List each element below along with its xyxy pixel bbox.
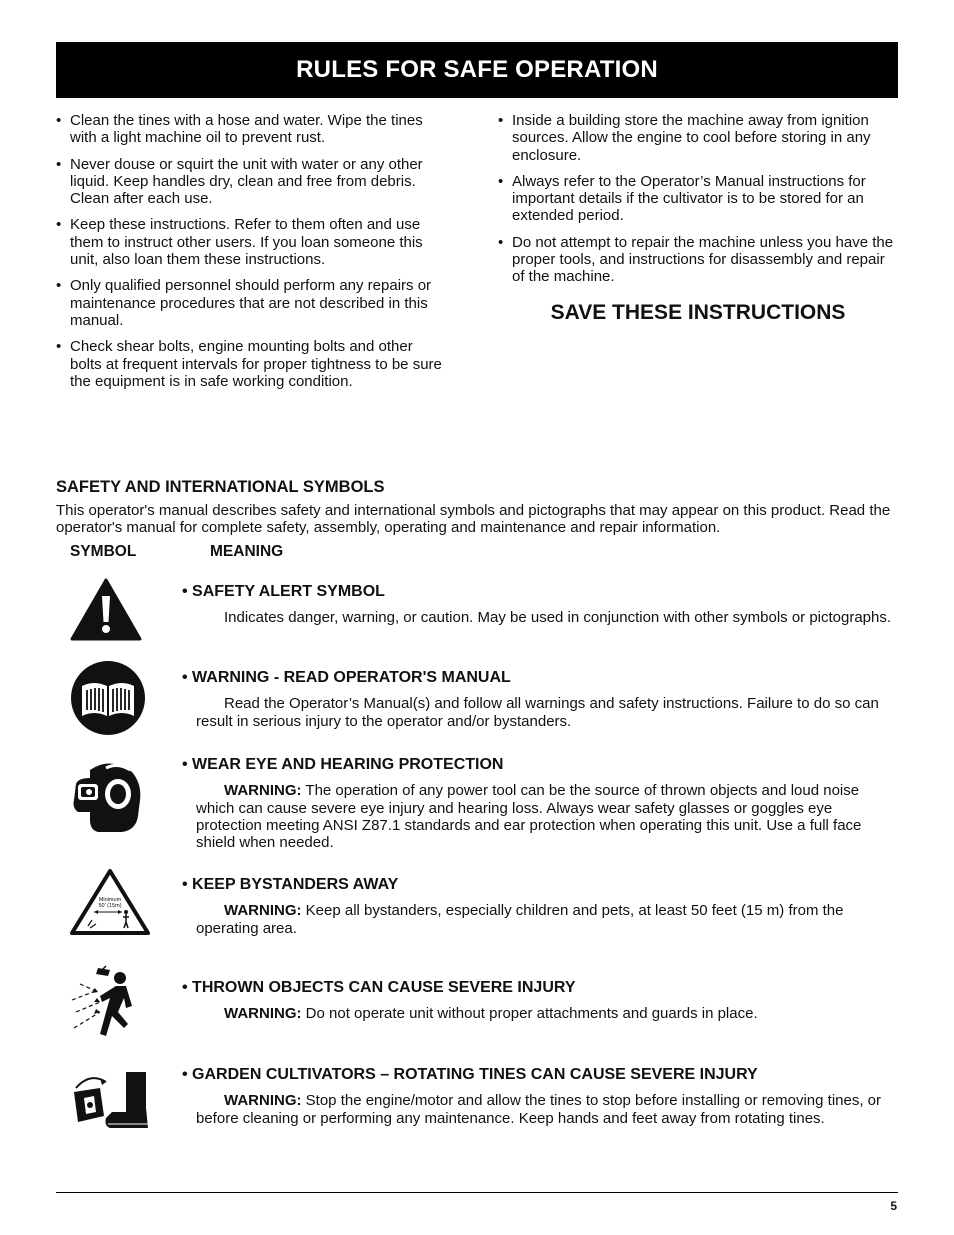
symbol-description-text: Keep all bystanders, especially children and pets, at least 50 feet (15 m) from the operating area. <box>196 902 844 937</box>
symbol-entry <box>182 756 898 851</box>
warning-label: WARNING: <box>224 1005 302 1023</box>
symbols-section-title: SAFETY AND INTERNATIONAL SYMBOLS <box>56 478 385 496</box>
meaning-column-header: MEANING <box>210 543 284 560</box>
left-column <box>56 112 448 399</box>
symbol-description <box>196 902 898 937</box>
symbol-title: • WEAR EYE AND HEARING PROTECTION <box>182 756 504 773</box>
keep-bystanders-away-icon <box>70 868 150 936</box>
symbol-description <box>196 1005 898 1022</box>
symbol-description-text: Read the Operator’s Manual(s) and follow all warnings and safety instructions. Failure to do so can result in serious injury to the operator and/or bystanders. <box>196 695 879 730</box>
symbol-entry <box>182 979 898 1023</box>
list-item: • Inside a building store the machine away from ignition sources. Allow the engine to cool before storing in any enclosure. <box>498 112 898 164</box>
bystander-icon-text-1: Minimum <box>98 897 122 903</box>
list-item: • Clean the tines with a hose and water. Wipe the tines with a light machine oil to prevent rust. <box>56 112 448 147</box>
symbol-description-text: Do not operate unit without proper attachments and guards in place. <box>305 1005 758 1023</box>
symbol-entry <box>182 1066 898 1127</box>
eye-hearing-protection-icon <box>70 760 150 832</box>
bullet-list <box>498 112 898 286</box>
symbol-title: • THROWN OBJECTS CAN CAUSE SEVERE INJURY <box>182 979 576 996</box>
symbol-title: • GARDEN CULTIVATORS – ROTATING TINES CAN CAUSE SEVERE INJURY <box>182 1066 758 1083</box>
bullet-list <box>56 112 448 390</box>
rotating-tines-icon <box>70 1068 150 1136</box>
symbols-section-intro: This operator's manual describes safety and international symbols and pictographs that may appear on this product. Read the operator's manual for complete safety, assembly, operating and maintenance and repair information. <box>56 502 891 537</box>
right-column <box>498 112 898 295</box>
symbol-title: • SAFETY ALERT SYMBOL <box>182 583 385 600</box>
symbol-description <box>196 609 898 626</box>
symbol-description <box>196 782 898 851</box>
bystander-icon-text-2: 50' (15m) <box>98 903 122 909</box>
warning-label: WARNING: <box>224 782 302 800</box>
symbol-description-text: Stop the engine/motor and allow the tines to stop before installing or removing tines, or before cleaning or performing any maintenance. Keep hands and feet away from rotating tines. <box>196 1092 882 1127</box>
symbol-description <box>196 695 898 730</box>
section-banner <box>56 42 898 98</box>
read-manual-icon <box>70 660 150 734</box>
safety-alert-icon <box>70 576 150 642</box>
symbol-entry <box>182 669 898 730</box>
list-item: • Keep these instructions. Refer to them often and use them to instruct other users. If you loan someone this unit, also loan them these instructions. <box>56 216 448 268</box>
list-item: • Do not attempt to repair the machine unless you have the proper tools, and instructions for disassembly and repair of the machine. <box>498 234 898 286</box>
page-title: RULES FOR SAFE OPERATION <box>296 56 658 83</box>
page-number: 5 <box>890 1199 897 1213</box>
warning-label: WARNING: <box>224 902 302 920</box>
warning-label: WARNING: <box>224 1092 302 1110</box>
symbol-description-text: The operation of any power tool can be the source of thrown objects and loud noise which can cause severe eye injury and hearing loss. Always wear safety glasses or goggles eye protection meeting ANSI Z87.1 standards and ear protection when operating this unit. Use a full face shield when needed. <box>196 782 862 852</box>
list-item: • Always refer to the Operator’s Manual instructions for important details if the cultivator is to be stored for an extended period. <box>498 173 898 225</box>
list-item: • Never douse or squirt the unit with water or any other liquid. Keep handles dry, clean and free from debris. Clean after each use. <box>56 156 448 208</box>
symbol-title: • KEEP BYSTANDERS AWAY <box>182 876 399 893</box>
symbol-title: • WARNING - READ OPERATOR'S MANUAL <box>182 669 511 686</box>
symbol-column-header: SYMBOL <box>70 543 137 560</box>
symbol-entry <box>182 583 898 627</box>
list-item: • Only qualified personnel should perform any repairs or maintenance procedures that are not described in this manual. <box>56 277 448 329</box>
thrown-objects-icon <box>70 962 150 1040</box>
footer-divider <box>56 1192 898 1193</box>
symbol-description <box>196 1092 898 1127</box>
symbol-entry <box>182 876 898 937</box>
symbol-description-text: Indicates danger, warning, or caution. May be used in conjunction with other symbols or pictographs. <box>224 609 892 627</box>
list-item: • Check shear bolts, engine mounting bolts and other bolts at frequent intervals for proper tightness to be sure the equipment is in safe working condition. <box>56 338 448 390</box>
save-instructions-heading: SAVE THESE INSTRUCTIONS <box>550 301 846 324</box>
